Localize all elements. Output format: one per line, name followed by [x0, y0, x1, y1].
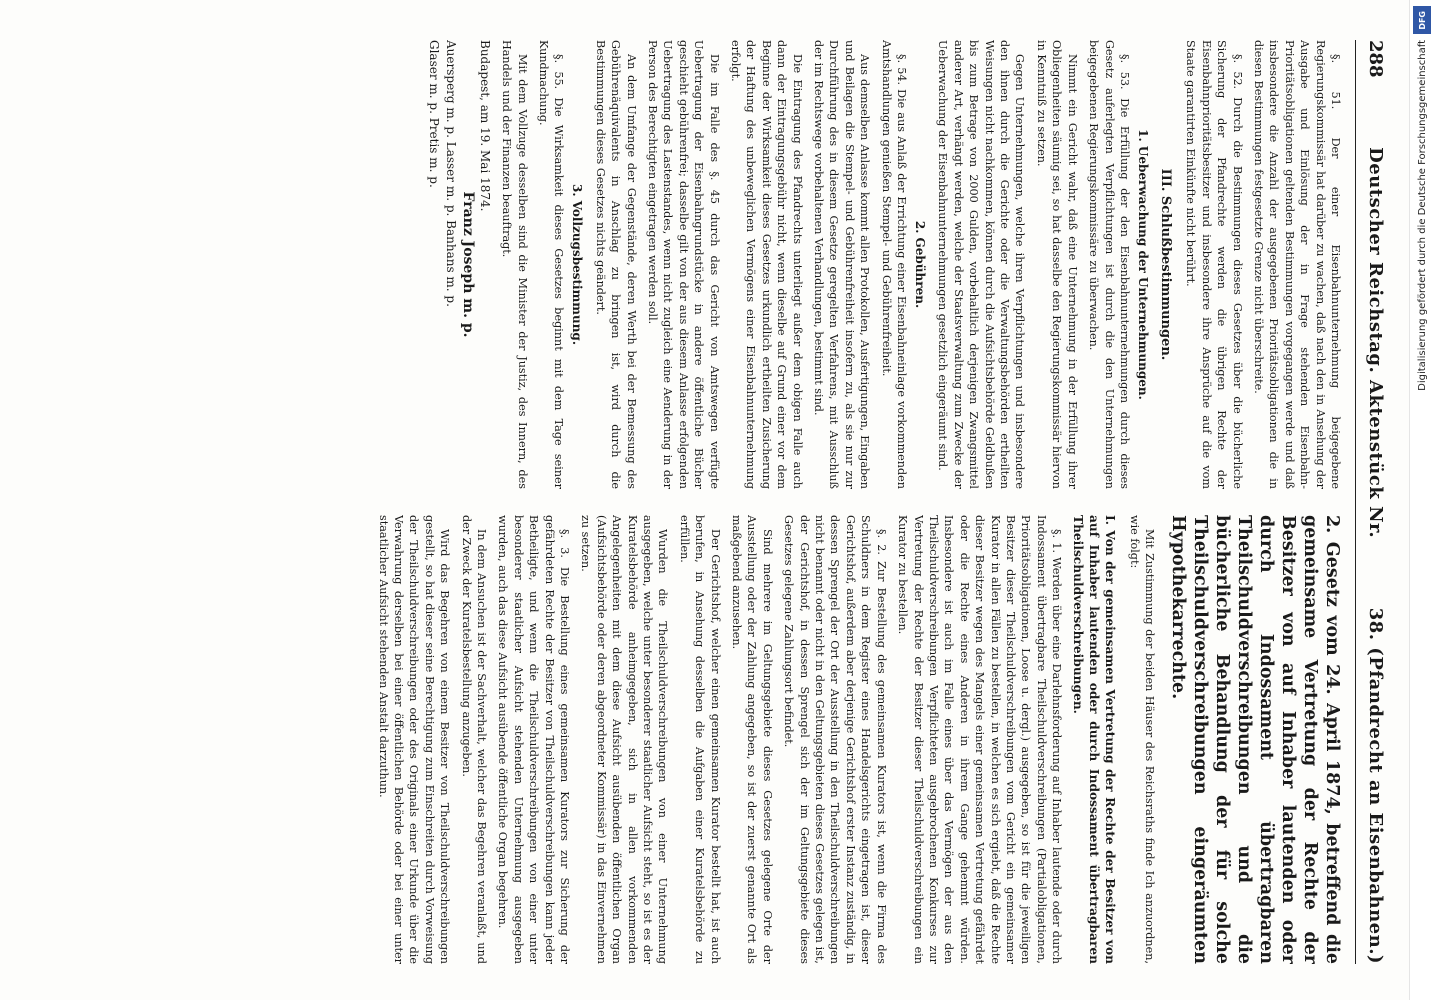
running-title: Deutscher Reichstag. Aktenstück Nr.: [1365, 147, 1386, 539]
minister-signatures-2: Glaser m. p. Pretis m. p.: [426, 40, 441, 188]
paragraph-3b: In dem Ansuchen ist der Sachverhalt, welcher das Begehren veranlaßt, und der Zweck der Kuratelsbestellung anzugeben.: [459, 515, 488, 964]
dfg-logo-text: DFG: [1417, 10, 1427, 30]
paragraph-2b: Sind mehrere im Geltungsgebiete dieses Gesetzes gelegene Orte der Ausstellung oder der Zahlung angegeben, so ist der zuerst genannte Ort als maßgebend anzusehen.: [730, 515, 774, 964]
sovereign-signature: Franz Joseph m. p.: [459, 191, 476, 338]
minister-signatures-1: Auersperg m. p. Lasser m. p. Banhans m. p.: [443, 40, 458, 307]
heading-ueberwachung: 1. Ueberwachung der Unternehmungen.: [1135, 129, 1150, 400]
paragraph-55b: Mit dem Vollzuge desselben sind die Minister der Justiz, des Innern, des Handels und der Finanzen beauftragt.: [500, 40, 529, 489]
heading-vollzugsbestimmung: 3. Vollzugsbestimmung.: [570, 183, 585, 345]
paragraph-51: §. 51. Der einer Eisenbahnunternehmung beigegebene Regierungskommissär hat darüber zu wachen, daß nach den in Ansehung der Ausgabe und Einlösung der in Frage stehenden Eisenbahn-Prioritätsobligationen geltenden Bestimmungen vorgegangen werde und daß insbesondere die Anzahl der ausgegebenen Prioritätsobligationen die in diesen Bestimmungen festgesetzte Grenze nicht überschreite.: [1251, 40, 1342, 489]
paragraph-54d: Die im Falle des §. 45 durch das Gericht von Amtswegen verfügte Uebertragung der Eisenbahngrundstücke in andere öffentliche Bücher geschieht gebührenfrei; dasselbe gilt von der aus diesem Anlasse erfolgenden Uebertragung des Lastenstandes, wenn nicht zugleich eine Aenderung in der Person des Berechtigten eingetragen werden soll.: [645, 40, 721, 489]
paragraph-53c: Gegen Unternehmungen, welche ihren Verpflichtungen und insbesondere den ihnen durch die Gerichte oder die Verwaltungsbehörden ertheilten Weisungen nicht nachkommen, können durch die Aufsichtsbehörde Geldbußen bis zum Betrage von 2000 Gulden, vorbehaltlich derjenigen Zwangsmittel anderer Art, verhängt werden, welche der Staatsverwaltung zum Zwecke der Ueberwachung der Eisenbahnunternehmungen gesetzlich eingeräumt sind.: [936, 40, 1027, 489]
digitization-sidebar: [1409, 0, 1432, 1000]
paragraph-2c: Der Gerichtshof, welcher einen gemeinsamen Kurator bestellt hat, ist auch berufen, in Ansehung desselben die Aufgaben einer Kuratelsbehörde zu erfüllen.: [677, 515, 722, 964]
signature-block: [425, 40, 493, 489]
section-heading-vertretung: I. Von der gemeinsamen Vertretung der Rechte der Besitzer von auf Inhaber lautenden oder durch Indossament übertragbaren Theilschuldverschreibungen.: [1071, 515, 1118, 964]
paragraph-54e: An dem Umfange der Gegenstände, deren Werth bei der Bemessung des Gebührenäquivalents in Anschlag zu bringen ist, wird durch die Bestimmungen dieses Gesetzes nichts geändert.: [593, 40, 638, 489]
section-title: 38. (Pfandrecht an Eisenbahnen.): [1365, 607, 1386, 964]
paragraph-2: §. 2. Zur Bestellung des gemeinsamen Kurators ist, wenn die Firma des Schuldners in dem Register eines Handelsgerichts eingetragen ist, dieser Gerichtshof, außerdem aber derjenige Gerichtshof erster Instanz zuständig, in dessen Sprengel der Ort der Ausstellung in den Theilschuldverschreibungen nicht benannt oder nicht in den Geltungsgebieten dieses Gesetzes gelegen ist, der Gerichtshof, in dessen Sprengel sich der im Geltungsgebiete dieses Gesetzes gelegene Zahlungsort befindet.: [782, 515, 888, 964]
right-column: [13, 515, 1343, 964]
paragraph-1: §. 1. Werden über eine Darlehnsforderung auf Inhaber lautende oder durch Indossament übertragbare Theilschuldverschreibungen (Partialobligationen, Prioritätsobligationen, Loose u. dergl.) ausgegeben, so ist für die jeweiligen Besitzer dieser Theilschuldverschreibungen vom Gericht ein gemeinsamer Kurator in allen Fällen zu bestellen, in welchen es sich ergiebt, daß die Rechte dieser Besitzer wegen des Mangels einer gemeinsamen Vertretung gefährdet oder die Rechte eines Anderen in ihrem Gange gehemmt würden. Insbesondere ist auch im Falle eines über das Vermögen der aus den Theilschuldverschreibungen Verpflichteten ausgebrochenen Konkurses zur Vertretung der Rechte der Besitzer dieser Theilschuldverschreibungen ein Kurator zu bestellen.: [896, 515, 1064, 964]
paragraph-3: §. 3. Die Bestellung eines gemeinsamen Kurators zur Sicherung der gefährdeten Rechte der Besitzer von Theilschuldverschreibungen kann jeder Betheiligte, und wenn die Theilschuldverschreibungen von einer unter besonderer staatlicher Aufsicht stehenden Unternehmung ausgegeben wurden, auch das diese Aufsicht ausübende öffentliche Organ begehren.: [496, 515, 571, 964]
paragraph-53: §. 53. Die Erfüllung der den Eisenbahnunternehmungen durch dieses Gesetz auferlegten Verpflichtungen ist durch die den Unternehmungen beigegebenen Regierungskommissäre zu überwachen.: [1087, 40, 1131, 489]
page-header: [1355, 40, 1386, 964]
left-column: [13, 40, 1343, 489]
paragraph-55: §. 55. Die Wirksamkeit dieses Gesetzes beginnt mit dem Tage seiner Kundmachung.: [536, 40, 566, 489]
signing-date: Budapest, am 19. Mai 1874.: [477, 40, 492, 212]
dfg-logo: [1413, 6, 1431, 34]
paragraph-2d: Wurden die Theilschuldverschreibungen von einer Unternehmung ausgegeben, welche unter besonderer staatlicher Aufsicht steht, so ist es der Kuratelsbehörde anheimgegeben, sich in allen vorkommenden Angelegenheiten mit dem diese Aufsicht ausübenden öffentlichen Organ (Aufsichtsbehörde oder deren abgeordneter Kommissär) in das Einvernehmen zu setzen.: [579, 515, 670, 964]
enacting-formula: Mit Zustimmung der beiden Häuser des Reichsraths finde Ich anzuordnen, wie folgt:: [1127, 515, 1156, 964]
law-title: 2. Gesetz vom 24. April 1874, betreffend die gemeinsame Vertretung der Rechte der Besitzer von auf Inhaber lautenden oder durch Indossament übertragbaren Theilschuldverschreibungen und die bücherliche Behandlung der für solche Theilschuldverschreibungen eingeräumten Hypothekarrechte.: [1168, 515, 1342, 964]
heading-schlussbestimmungen: III. Schlußbestimmungen.: [1157, 168, 1173, 361]
page-number: 288: [1365, 40, 1386, 78]
paragraph-52: §. 52. Durch die Bestimmungen dieses Gesetzes über die bücherliche Sicherung der Pfandrechte werden die übrigen Rechte der Eisenbahnprioritätsbesitzer und insbesondere ihre Ansprüche auf die vom Staate garantirten Einkünfte nicht berührt.: [1184, 40, 1244, 489]
paragraph-53b: Nimmt ein Gericht wahr, daß eine Unternehmung in der Erfüllung ihrer Obliegenheiten säumig sei, so hat dasselbe den Regierungskommissär hiervon in Kenntniß zu setzen.: [1034, 40, 1079, 489]
paragraph-54b: Aus demselben Anlasse kommt allen Protokollen, Ausfertigungen, Eingaben und Beilagen die Stempel- und Gebührenfreiheit insofern zu, als sie nur zur Durchführung des in diesem Gesetze geregelten Verfahrens, mit Ausschluß der im Rechtswege vorbehaltenen Verhandlungen, bestimmt sind.: [812, 40, 872, 489]
digitization-credit: Digitalisierung gefördert durch die Deutsche Forschungsgemeinschaft: [1417, 40, 1428, 391]
paragraph-54: §. 54. Die aus Anlaß der Errichtung einer Eisenbahneinlage vorkommenden Amtshandlungen genießen Stempel- und Gebührenfreiheit.: [879, 40, 909, 489]
heading-gebuehren: 2. Gebühren.: [913, 220, 928, 309]
paragraph-3c: Wird das Begehren von einem Besitzer von Theilschuldverschreibungen gestellt, so hat dieser seine Berechtigung zum Einschreiten durch Vorweisung der Theilschuldverschreibungen oder des Originals einer Urkunde über die Verwahrung derselben bei einer öffentlichen Behörde oder bei einer unter staatlicher Aufsicht stehenden Anstalt darzuthun.: [376, 515, 452, 964]
paragraph-54c: Die Eintragung des Pfandrechts unterliegt außer dem obigen Falle auch dann der Eintragungsgebühr nicht, wenn dieselbe auf Grund einer vor dem Beginne der Wirksamkeit dieses Gesetzes urkundlich ertheilten Zusicherung der Haftung des unbeweglichen Vermögens einer Eisenbahnunternehmung erfolgt.: [729, 40, 804, 489]
